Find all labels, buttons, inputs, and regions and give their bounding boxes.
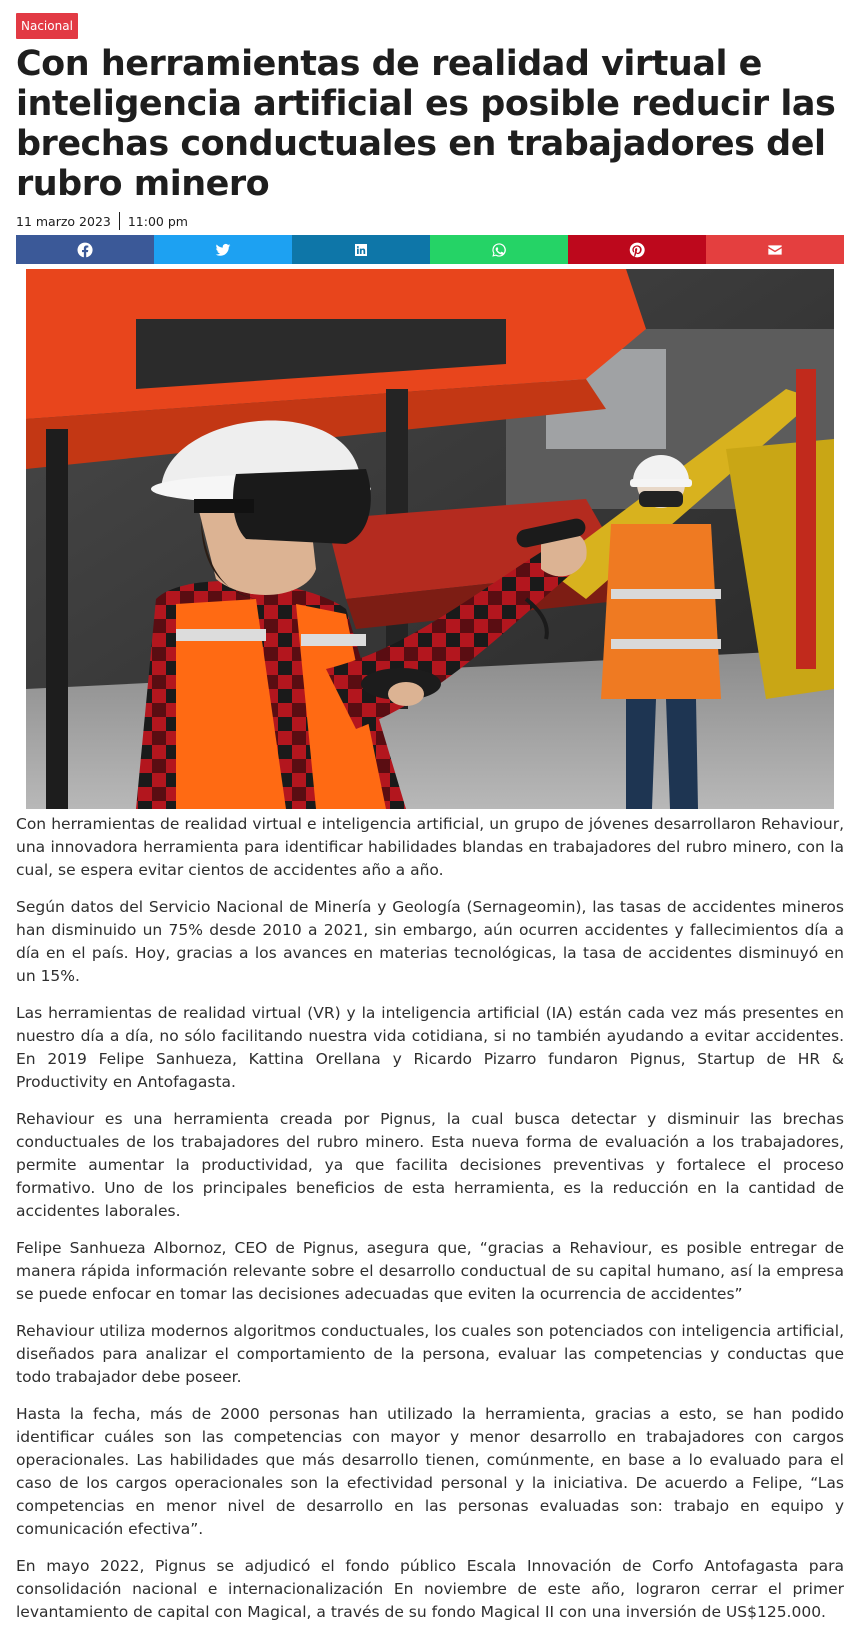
- article-title: Con herramientas de realidad virtual e inteligencia artificial es posible reducir las brechas conductuales en trabajadores del rubro minero: [16, 44, 836, 204]
- linkedin-icon: [353, 242, 369, 258]
- publish-date: 11 marzo 2023: [16, 213, 111, 229]
- article-paragraph: Rehaviour es una herramienta creada por Pignus, la cual busca detectar y disminuir las brechas conductuales de los trabajadores del rubro minero. Esta nueva forma de evaluación a los trabajadores, permite aumentar la productividad, ya que facilita decisiones preventivas y fortalece el proceso formativo. Uno de los principales beneficios de esta herramienta, es la reducción en la cantidad de accidentes laborales.: [16, 1110, 844, 1220]
- publish-time: 11:00 pm: [127, 213, 188, 229]
- article-body: [16, 813, 844, 1632]
- envelope-icon: [767, 242, 783, 258]
- share-facebook-button[interactable]: [16, 235, 154, 264]
- vr-worker-photo: [26, 269, 834, 809]
- facebook-icon: [77, 242, 93, 258]
- article-paragraph: Felipe Sanhueza Albornoz, CEO de Pignus, asegura que, “gracias a Rehaviour, es posible entregar de manera rápida información relevante sobre el desarrollo conductual de su capital humano, así la empresa se puede enfocar en tomar las decisiones adecuadas que eviten la ocurrencia de accidentes”: [16, 1239, 844, 1303]
- share-email-button[interactable]: [706, 235, 844, 264]
- share-linkedin-button[interactable]: [292, 235, 430, 264]
- share-bar: [16, 235, 844, 264]
- article-paragraph: Con herramientas de realidad virtual e inteligencia artificial, un grupo de jóvenes desarrollaron Rehaviour, una innovadora herramienta para identificar habilidades blandas en trabajadores del rubro minero, con la cual, se espera evitar cientos de accidentes año a año.: [16, 815, 844, 879]
- article-hero-image: [26, 269, 834, 809]
- whatsapp-icon: [491, 242, 507, 258]
- category-badge[interactable]: Nacional: [16, 13, 78, 39]
- article-paragraph: Según datos del Servicio Nacional de Minería y Geología (Sernageomin), las tasas de accidentes mineros han disminuido un 75% desde 2010 a 2021, sin embargo, aún ocurren accidentes y fallecimientos día a día en el país. Hoy, gracias a los avances en materias tecnológicas, la tasa de accidentes disminuyó en un 15%.: [16, 898, 844, 985]
- article-paragraph: Hasta la fecha, más de 2000 personas han utilizado la herramienta, gracias a esto, se han podido identificar cuáles son las competencias con mayor y menor desarrollo en trabajadores con cargos operacionales. Las habilidades que más desarrollo tienen, comúnmente, en base a lo evaluado para el caso de los cargos operacionales son la efectividad personal y la iniciativa. De acuerdo a Felipe, “Las competencias en menor nivel de desarrollo en las personas evaluadas son: trabajo en equipo y comunicación efectiva”.: [16, 1405, 844, 1538]
- share-twitter-button[interactable]: [154, 235, 292, 264]
- article-paragraph: Las herramientas de realidad virtual (VR) y la inteligencia artificial (IA) están cada vez más presentes en nuestro día a día, no sólo facilitando nuestra vida cotidiana, si no también ayudando a evitar accidentes. En 2019 Felipe Sanhueza, Kattina Orellana y Ricardo Pizarro fundaron Pignus, Startup de HR & Productivity en Antofagasta.: [16, 1004, 844, 1091]
- article-paragraph: Rehaviour utiliza modernos algoritmos conductuales, los cuales son potenciados con inteligencia artificial, diseñados para analizar el comportamiento de la persona, evaluar las competencias y conductas que todo trabajador debe poseer.: [16, 1322, 844, 1386]
- pinterest-icon: [629, 242, 645, 258]
- article-meta: [16, 212, 188, 230]
- share-whatsapp-button[interactable]: [430, 235, 568, 264]
- share-pinterest-button[interactable]: [568, 235, 706, 264]
- meta-divider: [119, 212, 120, 230]
- article-paragraph: En mayo 2022, Pignus se adjudicó el fondo público Escala Innovación de Corfo Antofagasta para consolidación nacional e internacionalización En noviembre de este año, lograron cerrar el primer levantamiento de capital con Magical, a través de su fondo Magical II con una inversión de US$125.000.: [16, 1557, 844, 1621]
- twitter-icon: [215, 242, 231, 258]
